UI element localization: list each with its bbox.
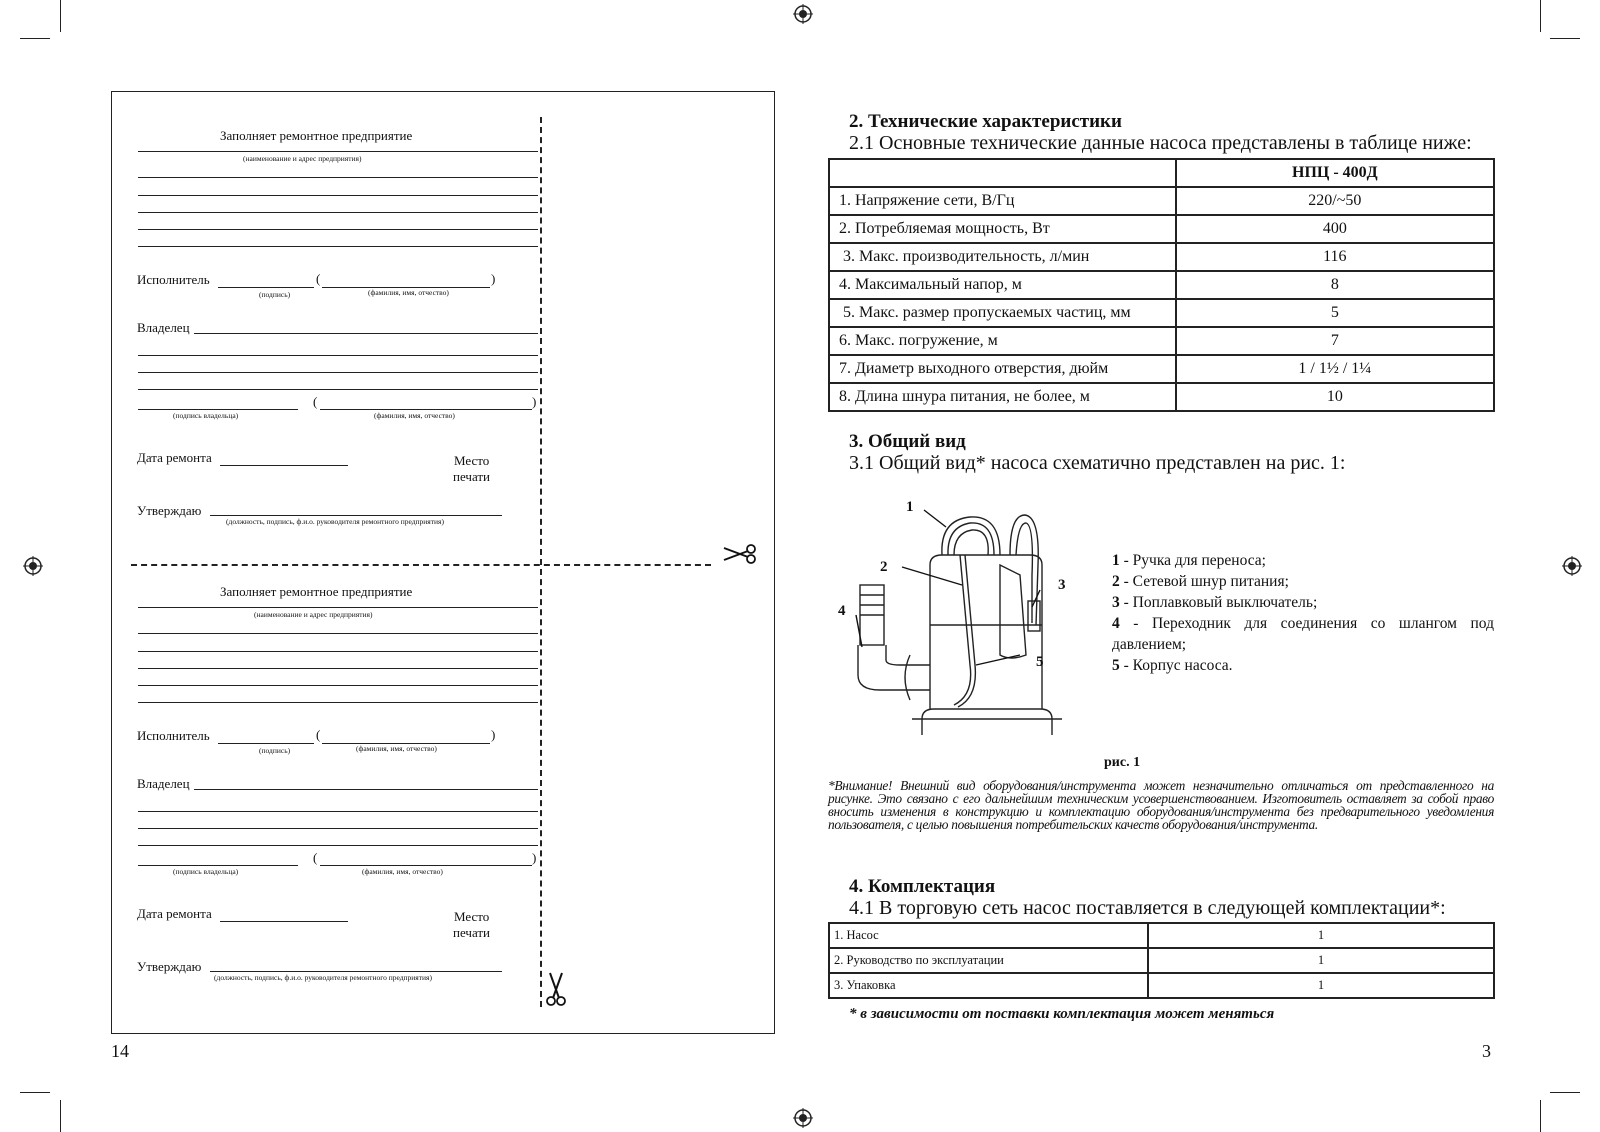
spec-name: 3. Макс. производительность, л/мин (829, 243, 1176, 271)
crop-mark (20, 38, 50, 39)
legend-text: - Переходник для соединения со шлангом под давлением; (1112, 615, 1494, 653)
callout-4: 4 (838, 603, 846, 619)
table-row (829, 383, 1494, 411)
crop-mark (1540, 0, 1541, 32)
spec-value: 220/~50 (1176, 187, 1494, 215)
stamp-place: печати (453, 925, 491, 940)
paren-close: ) (491, 727, 496, 742)
performer-label: Исполнитель (137, 728, 210, 743)
owner-line (138, 355, 538, 356)
package-qty: 1 (1148, 923, 1494, 948)
spec-name: 4. Максимальный напор, м (829, 271, 1176, 299)
spec-name: 1. Напряжение сети, В/Гц (829, 187, 1176, 215)
registration-mark-icon (793, 1108, 813, 1128)
org-line (138, 212, 538, 213)
owner-signature-hint: (подпись владельца) (173, 411, 239, 420)
repair-coupon-frame (111, 91, 775, 1034)
legend-item (1112, 571, 1494, 592)
stamp-place: Место (454, 909, 490, 924)
table-header-row (829, 159, 1494, 187)
callout-1: 1 (906, 499, 914, 515)
table-row (829, 355, 1494, 383)
legend-number: 4 (1112, 615, 1120, 632)
owner-label: Владелец (137, 320, 190, 335)
model-header: НПЦ - 400Д (1176, 159, 1494, 187)
legend-number: 1 (1112, 552, 1120, 569)
owner-line (138, 389, 538, 390)
package-item: 2. Руководство по эксплуатации (829, 948, 1148, 973)
crop-mark (60, 1100, 61, 1132)
owner-signature-hint: (подпись владельца) (173, 867, 239, 876)
spec-value: 10 (1176, 383, 1494, 411)
table-row (829, 948, 1494, 973)
legend-text: - Корпус насоса. (1119, 657, 1233, 674)
page-number-left: 14 (111, 1041, 129, 1061)
table-row (829, 215, 1494, 243)
spec-name: 8. Длина шнура питания, не более, м (829, 383, 1176, 411)
owner-line (194, 333, 538, 334)
paren-open: ( (313, 394, 318, 409)
legend-text: - Сетевой шнур питания; (1119, 573, 1289, 590)
org-line (138, 668, 538, 669)
table-cell (829, 159, 1176, 187)
spec-name: 5. Макс. размер пропускаемых частиц, мм (829, 299, 1176, 327)
fio-hint: (фамилия, имя, отчество) (356, 744, 437, 753)
spec-value: 116 (1176, 243, 1494, 271)
registration-mark-icon (793, 4, 813, 24)
callout-5: 5 (1036, 654, 1044, 670)
performer-label: Исполнитель (137, 272, 210, 287)
crop-mark (60, 0, 61, 32)
callout-2: 2 (880, 559, 888, 575)
signature-line (218, 743, 314, 744)
org-hint: (наименование и адрес предприятия) (254, 610, 373, 619)
package-heading: 4. Комплектация (849, 876, 996, 897)
table-row (829, 923, 1494, 948)
legend-number: 5 (1112, 657, 1120, 674)
repair-date-line (220, 465, 348, 466)
spec-name: 7. Диаметр выходного отверстия, дюйм (829, 355, 1176, 383)
legend-number: 2 (1112, 573, 1120, 590)
spec-name: 2. Потребляемая мощность, Вт (829, 215, 1176, 243)
repair-date-label: Дата ремонта (137, 906, 212, 921)
paren-close: ) (491, 271, 496, 286)
org-line (138, 151, 538, 152)
package-item: 3. Упаковка (829, 973, 1148, 998)
tech-specs-table (828, 158, 1495, 412)
disclaimer-note: *Внимание! Внешний вид оборудования/инструмента может незначительно отличаться от представленного на рисунке. Это связано с его дальнейшим техническим усовершенствованием. Изготовитель оставляет за собой право вносить изменения в конструкцию и комплектацию оборудования/инструмента без предварительного уведомления пользователя, с целью повышения потребительских качеств оборудования/инструмента. (828, 778, 1494, 832)
paren-open: ( (316, 727, 321, 742)
org-hint: (наименование и адрес предприятия) (243, 154, 362, 163)
approve-label: Утверждаю (137, 503, 202, 518)
owner-signature-line (138, 865, 298, 866)
pump-parts-legend (1112, 550, 1494, 676)
package-qty: 1 (1148, 973, 1494, 998)
legend-item (1112, 550, 1494, 571)
fio-hint: (фамилия, имя, отчество) (368, 288, 449, 297)
approve-line (210, 515, 502, 516)
crop-mark (1550, 38, 1580, 39)
page-number-right: 3 (1482, 1041, 1491, 1061)
callout-3: 3 (1058, 577, 1066, 593)
legend-number: 3 (1112, 594, 1120, 611)
crop-mark (1540, 1100, 1541, 1132)
org-line (138, 685, 538, 686)
stamp-place: Место (454, 453, 490, 468)
legend-item (1112, 592, 1494, 613)
signature-line (218, 287, 314, 288)
repair-date-line (220, 921, 348, 922)
owner-label: Владелец (137, 776, 190, 791)
package-table (828, 922, 1495, 999)
general-view-intro: 3.1 Общий вид* насоса схематично представлен на рис. 1: (849, 452, 1346, 474)
spec-value: 400 (1176, 215, 1494, 243)
org-line (138, 229, 538, 230)
legend-item (1112, 655, 1494, 676)
vertical-cut-line (540, 117, 542, 1007)
table-row (829, 973, 1494, 998)
table-row (829, 327, 1494, 355)
owner-line (138, 811, 538, 812)
paren-open: ( (313, 850, 318, 865)
legend-text: - Ручка для переноса; (1119, 552, 1266, 569)
owner-line (138, 372, 538, 373)
org-line (138, 246, 538, 247)
owner-fio-hint: (фамилия, имя, отчество) (362, 867, 443, 876)
owner-line (138, 845, 538, 846)
paren-open: ( (316, 271, 321, 286)
figure-caption: рис. 1 (1104, 755, 1141, 770)
signature-hint: (подпись) (259, 290, 291, 299)
org-line (138, 633, 538, 634)
crop-mark (1550, 1092, 1580, 1093)
owner-fio-hint: (фамилия, имя, отчество) (374, 411, 455, 420)
legend-text: - Поплавковый выключатель; (1119, 594, 1318, 611)
scissors-icon (722, 544, 758, 564)
package-footnote: * в зависимости от поставки комплектация может меняться (849, 1006, 1275, 1022)
spec-name: 6. Макс. погружение, м (829, 327, 1176, 355)
spec-value: 1 / 1½ / 1¼ (1176, 355, 1494, 383)
table-row (829, 243, 1494, 271)
package-qty: 1 (1148, 948, 1494, 973)
package-intro: 4.1 В торговую сеть насос поставляется в следующей комплектации*: (849, 897, 1446, 919)
table-row (829, 299, 1494, 327)
org-line (138, 607, 538, 608)
registration-mark-icon (23, 556, 43, 576)
org-line (138, 702, 538, 703)
table-row (829, 271, 1494, 299)
repair-date-label: Дата ремонта (137, 450, 212, 465)
stamp-place: печати (453, 469, 491, 484)
spec-value: 8 (1176, 271, 1494, 299)
paren-close: ) (532, 394, 537, 409)
horizontal-cut-line (131, 564, 711, 566)
scissors-icon (546, 971, 566, 1007)
signature-hint: (подпись) (259, 746, 291, 755)
org-line (138, 177, 538, 178)
approve-line (210, 971, 502, 972)
table-row (829, 187, 1494, 215)
owner-line (194, 789, 538, 790)
coupon-header: Заполняет ремонтное предприятие (220, 584, 413, 599)
approve-label: Утверждаю (137, 959, 202, 974)
general-view-heading: 3. Общий вид (849, 431, 966, 452)
spec-value: 5 (1176, 299, 1494, 327)
coupon-header: Заполняет ремонтное предприятие (220, 128, 413, 143)
registration-mark-icon (1562, 556, 1582, 576)
pump-illustration (838, 499, 1090, 735)
crop-mark (20, 1092, 50, 1093)
tech-specs-heading: 2. Технические характеристики (849, 111, 1122, 132)
spec-value: 7 (1176, 327, 1494, 355)
approve-hint: (должность, подпись, ф.и.о. руководителя ремонтного предприятия) (214, 973, 432, 982)
approve-hint: (должность, подпись, ф.и.о. руководителя ремонтного предприятия) (226, 517, 444, 526)
owner-line (138, 828, 538, 829)
owner-fio-line (320, 409, 532, 410)
legend-item (1112, 613, 1494, 655)
owner-signature-line (138, 409, 298, 410)
org-line (138, 195, 538, 196)
paren-close: ) (532, 850, 537, 865)
owner-fio-line (320, 865, 532, 866)
package-item: 1. Насос (829, 923, 1148, 948)
org-line (138, 651, 538, 652)
tech-specs-intro: 2.1 Основные технические данные насоса представлены в таблице ниже: (849, 132, 1472, 154)
